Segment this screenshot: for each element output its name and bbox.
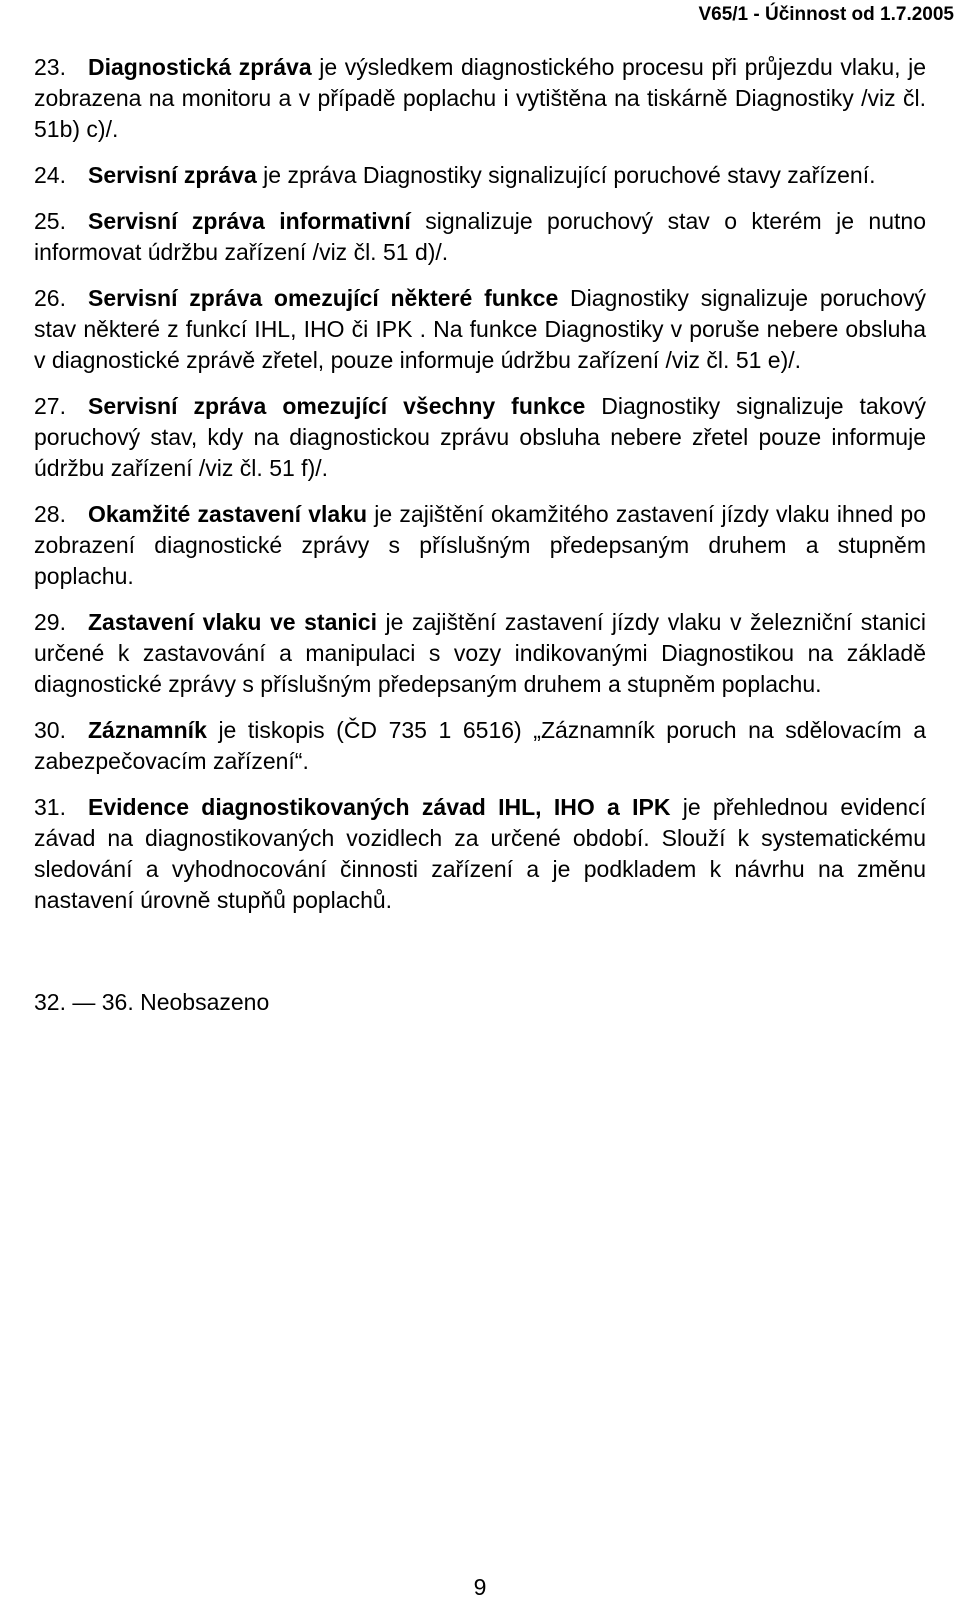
item-number: 26. — [34, 285, 66, 311]
item-text: Diagnostiky signalizuje poruchový stav některé z funkcí IHL, IHO či IPK . Na funkce Diagnostiky v poruše nebere obsluha v diagnostické zprávě zřetel, pouze informuje údržbu zařízení /viz čl. 51 e)/. — [34, 285, 926, 373]
item-text: je zajištění zastavení jízdy vlaku v železniční stanici určené k zastavování a manipulaci s vozy indikovanými Diagnostikou na základě diagnostické zprávy s příslušným předepsaným druhem a stupněm poplachu. — [34, 609, 927, 697]
item-number: 29. — [34, 609, 66, 635]
item-term: Diagnostická zpráva — [88, 54, 312, 80]
item-number: 23. — [34, 54, 66, 80]
item-number: 30. — [34, 717, 66, 743]
item-number: 24. — [34, 162, 66, 188]
definition-31 — [34, 792, 926, 916]
item-text: je zajištění okamžitého zastavení jízdy vlaku ihned po zobrazení diagnostické zprávy s příslušným předepsaným druhem a stupněm poplachu. — [34, 501, 926, 589]
document-header: V65/1 - Účinnost od 1.7.2005 — [698, 4, 954, 25]
definition-24 — [34, 160, 926, 191]
definition-23 — [34, 52, 926, 145]
item-text: je výsledkem diagnostického procesu při průjezdu vlaku, je zobrazena na monitoru a v případě poplachu i vytištěna na tiskárně Diagnostiky /viz čl. 51b) c)/. — [34, 54, 926, 142]
item-number: 25. — [34, 208, 66, 234]
item-text: je přehlednou evidencí závad na diagnostikovaných vozidlech za určené období. Slouží k systematickému sledování a vyhodnocování činnosti zařízení a je podkladem k návrhu na změnu nastavení úrovně stupňů poplachů. — [34, 794, 926, 913]
paragraph-gap — [34, 931, 926, 987]
page-number: 9 — [473, 1574, 487, 1600]
unused-articles-note: 32. — 36. Neobsazeno — [34, 989, 270, 1015]
definition-27 — [34, 391, 926, 484]
document-body — [34, 52, 926, 1033]
item-term: Zastavení vlaku ve stanici — [88, 609, 377, 635]
item-term: Servisní zpráva — [88, 162, 257, 188]
definition-30 — [34, 715, 926, 777]
item-term: Servisní zpráva informativní — [88, 208, 411, 234]
definition-25 — [34, 206, 926, 268]
item-term: Okamžité zastavení vlaku — [88, 501, 368, 527]
item-number: 27. — [34, 393, 66, 419]
item-term: Záznamník — [88, 717, 207, 743]
item-text: Diagnostiky signalizuje takový poruchový stav, kdy na diagnostickou zprávu obsluha nebere zřetel pouze informuje údržbu zařízení /viz čl. 51 f)/. — [34, 393, 926, 481]
definition-26 — [34, 283, 926, 376]
item-term: Evidence diagnostikovaných závad IHL, IHO a IPK — [88, 794, 671, 820]
item-text: je tiskopis (ČD 735 1 6516) „Záznamník poruch na sdělovacím a zabezpečovacím zařízení“. — [34, 717, 926, 774]
item-number: 28. — [34, 501, 66, 527]
item-term: Servisní zpráva omezující všechny funkce — [88, 393, 586, 419]
item-term: Servisní zpráva omezující některé funkce — [88, 285, 559, 311]
item-text: signalizuje poruchový stav o kterém je nutno informovat údržbu zařízení /viz čl. 51 d)/. — [34, 208, 926, 265]
definition-28 — [34, 499, 926, 592]
item-text: je zpráva Diagnostiky signalizující poruchové stavy zařízení. — [256, 162, 876, 188]
item-number: 31. — [34, 794, 66, 820]
definition-29 — [34, 607, 926, 700]
